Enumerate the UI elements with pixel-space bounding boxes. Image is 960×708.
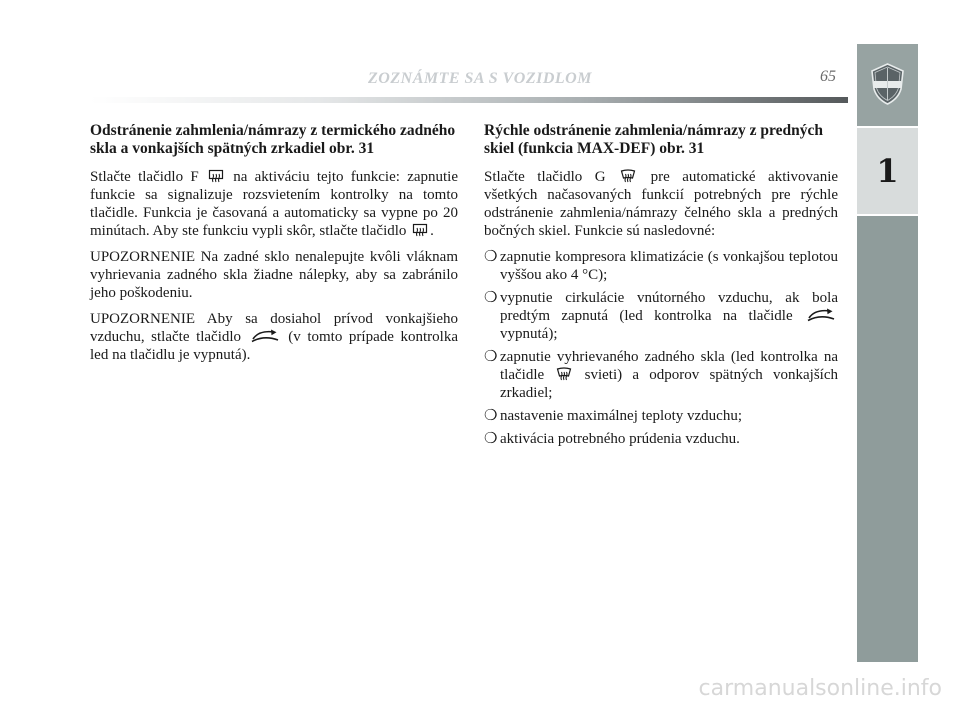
list-item-text: aktivácia potrebného prúdenia vzduchu.: [500, 431, 740, 447]
logo-cell: [857, 44, 918, 126]
air-recirculation-icon: [806, 308, 836, 322]
list-item: [484, 348, 838, 402]
paragraph: [484, 168, 838, 240]
bullet-mark: ❍: [484, 249, 498, 265]
chapter-number-cell: [857, 128, 918, 214]
paragraph-text: (v tomto prípade kontrolka led na tlačidlu je vypnutá).: [90, 329, 458, 363]
rear-window-defrost-icon: [208, 169, 224, 183]
list-item-text: vypnutie cirkulácie vnútorného vzduchu, ak bola predtým zapnutá (led kontrolka na tlačidle: [500, 290, 838, 324]
page-number: 65: [820, 68, 836, 85]
paragraph: [90, 168, 458, 240]
chapter-side-tab: [857, 44, 918, 662]
air-recirculation-icon: [250, 329, 280, 343]
list-item-text: vypnutá);: [500, 326, 558, 342]
list-item-text: svieti) a odporov spätných vonkajších zrkadiel;: [500, 367, 838, 401]
bullet-mark: ❍: [484, 290, 498, 306]
list-item: [484, 430, 838, 448]
warning-paragraph: UPOZORNENIE Na zadné sklo nenalepujte kvôli vláknam vyhrievania zadného skla žiadne nálepky, aby sa zabránilo jeho poškodeniu.: [90, 249, 458, 301]
bullet-mark: ❍: [484, 349, 498, 365]
lancia-logo: [870, 63, 905, 105]
section-heading: Odstránenie zahmlenia/námrazy z termického zadného skla a vonkajších spätných zrkadiel obr. 31: [90, 122, 456, 157]
bullet-mark: ❍: [484, 431, 498, 447]
bullet-mark: ❍: [484, 408, 498, 424]
list-item: [484, 289, 838, 343]
windscreen-defrost-icon: [620, 169, 636, 183]
rear-window-defrost-icon: [412, 223, 428, 237]
function-list: [484, 248, 838, 448]
windscreen-defrost-icon: [556, 367, 572, 381]
tab-divider: [857, 214, 918, 216]
paragraph-text: na aktiváciu tejto funkcie: zapnutie funkcie sa signalizuje rozsvietením kontrolky na tomto tlačidle. Funkcia je časovaná a automaticky sa vypne po 20 minútach. Aby ste funkciu vypli skôr, stlačte tlačidlo: [90, 169, 458, 239]
list-item-text: zapnutie vyhrievaného zadného skla (led kontrolka na tlačidle: [500, 349, 838, 383]
paragraph-text: Stlačte tlačidlo G: [484, 169, 606, 185]
chapter-number: 1: [876, 152, 899, 190]
list-item: [484, 407, 838, 425]
list-item-text: nastavenie maximálnej teploty vzduchu;: [500, 408, 743, 424]
paragraph-text: Stlačte tlačidlo F: [90, 169, 199, 185]
list-item-text: zapnutie kompresora klimatizácie (s vonkajšou teplotou vyššou ako 4 °C);: [500, 249, 838, 283]
paragraph-text: pre automatické aktivovanie všetkých načasovaných funkcií potrebných pre rýchle odstránenie zahmlenia/námrazy čelného skla a predných bočných skiel. Funkcie sú nasledovné:: [484, 169, 839, 239]
list-item: [484, 248, 838, 284]
watermark: carmanualsonline.info: [698, 676, 942, 701]
running-header-title: ZOZNÁMTE SA S VOZIDLOM: [368, 70, 592, 87]
paragraph-text: UPOZORNENIE Aby sa dosiahol prívod vonkajšieho vzduchu, stlačte tlačidlo: [90, 311, 458, 345]
section-heading: Rýchle odstránenie zahmlenia/námrazy z predných skiel (funkcia MAX-DEF) obr. 31: [484, 122, 823, 157]
right-column: [484, 122, 838, 453]
left-column: [90, 122, 458, 372]
warning-paragraph: [90, 310, 458, 364]
header-rule: [90, 97, 848, 103]
paragraph-text: .: [430, 223, 434, 239]
